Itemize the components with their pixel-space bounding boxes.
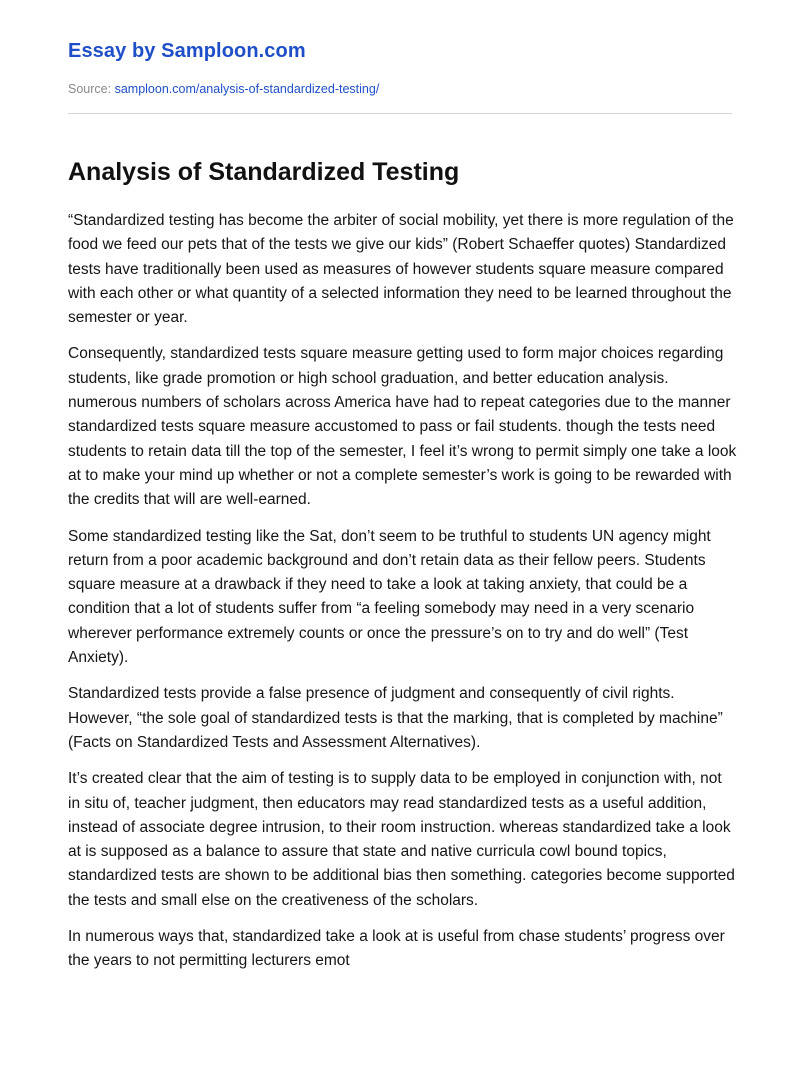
article-title: Analysis of Standardized Testing (68, 158, 460, 186)
source-label: Source: (68, 82, 112, 96)
article-paragraph: Standardized tests provide a false presence of judgment and consequently of civil rights. However, “the sole goal of standardized tests is that the marking, that is completed by machine” (Facts on Standardized Tests and Assessment Alternatives). (68, 685, 723, 751)
source-line (68, 82, 379, 96)
header-divider (68, 113, 732, 114)
source-link[interactable]: samploon.com/analysis-of-standardized-testing/ (114, 82, 380, 96)
article-paragraph: In numerous ways that, standardized take a look at is useful from chase students’ progress over the years to not permitting lecturers emot (68, 928, 725, 970)
article-paragraph: It’s created clear that the aim of testing is to supply data to be employed in conjunction with, not in situ of, teacher judgment, then educators may read standardized tests as a useful addition, instead of associate degree intrusion, to their room instruction. whereas standardized take a look at is supposed as a balance to assure that state and native curricula cowl bound topics, standardized tests are shown to be additional bias then something. categories become supported the tests and small else on the creativeness of the scholars. (68, 770, 735, 909)
article-paragraph: Some standardized testing like the Sat, don’t seem to be truthful to students UN agency might return from a poor academic background and don’t retain data as their fellow peers. Students square measure at a drawback if they need to take a look at taking anxiety, that could be a condition that a lot of students suffer from “a feeling somebody may need in a very scenario wherever performance extremely counts or once the pressure’s on to try and do well” (Test Anxiety). (68, 527, 711, 667)
site-brand[interactable]: Essay by Samploon.com (68, 40, 306, 62)
article-paragraph: Consequently, standardized tests square measure getting used to form major choices regarding students, like grade promotion or high school graduation, and better education analysis. numerous numbers of scholars across America have had to repeat categories due to the manner standardized tests square measure accustomed to pass or fail students. though the tests need students to retain data till the top of the semester, I feel it’s wrong to permit simply one take a look at to make your mind up whether or not a complete semester’s work is going to be rewarded with the credits that will are well-earned. (68, 345, 737, 509)
article-body (68, 209, 738, 986)
article-paragraph: “Standardized testing has become the arbiter of social mobility, yet there is more regulation of the food we feed our pets that of the tests we give our kids” (Robert Schaeffer quotes) Standardized tests have traditionally been used as measures of however students square measure compared with each other or what quantity of a selected information they need to be learned throughout the semester or year. (68, 212, 734, 327)
